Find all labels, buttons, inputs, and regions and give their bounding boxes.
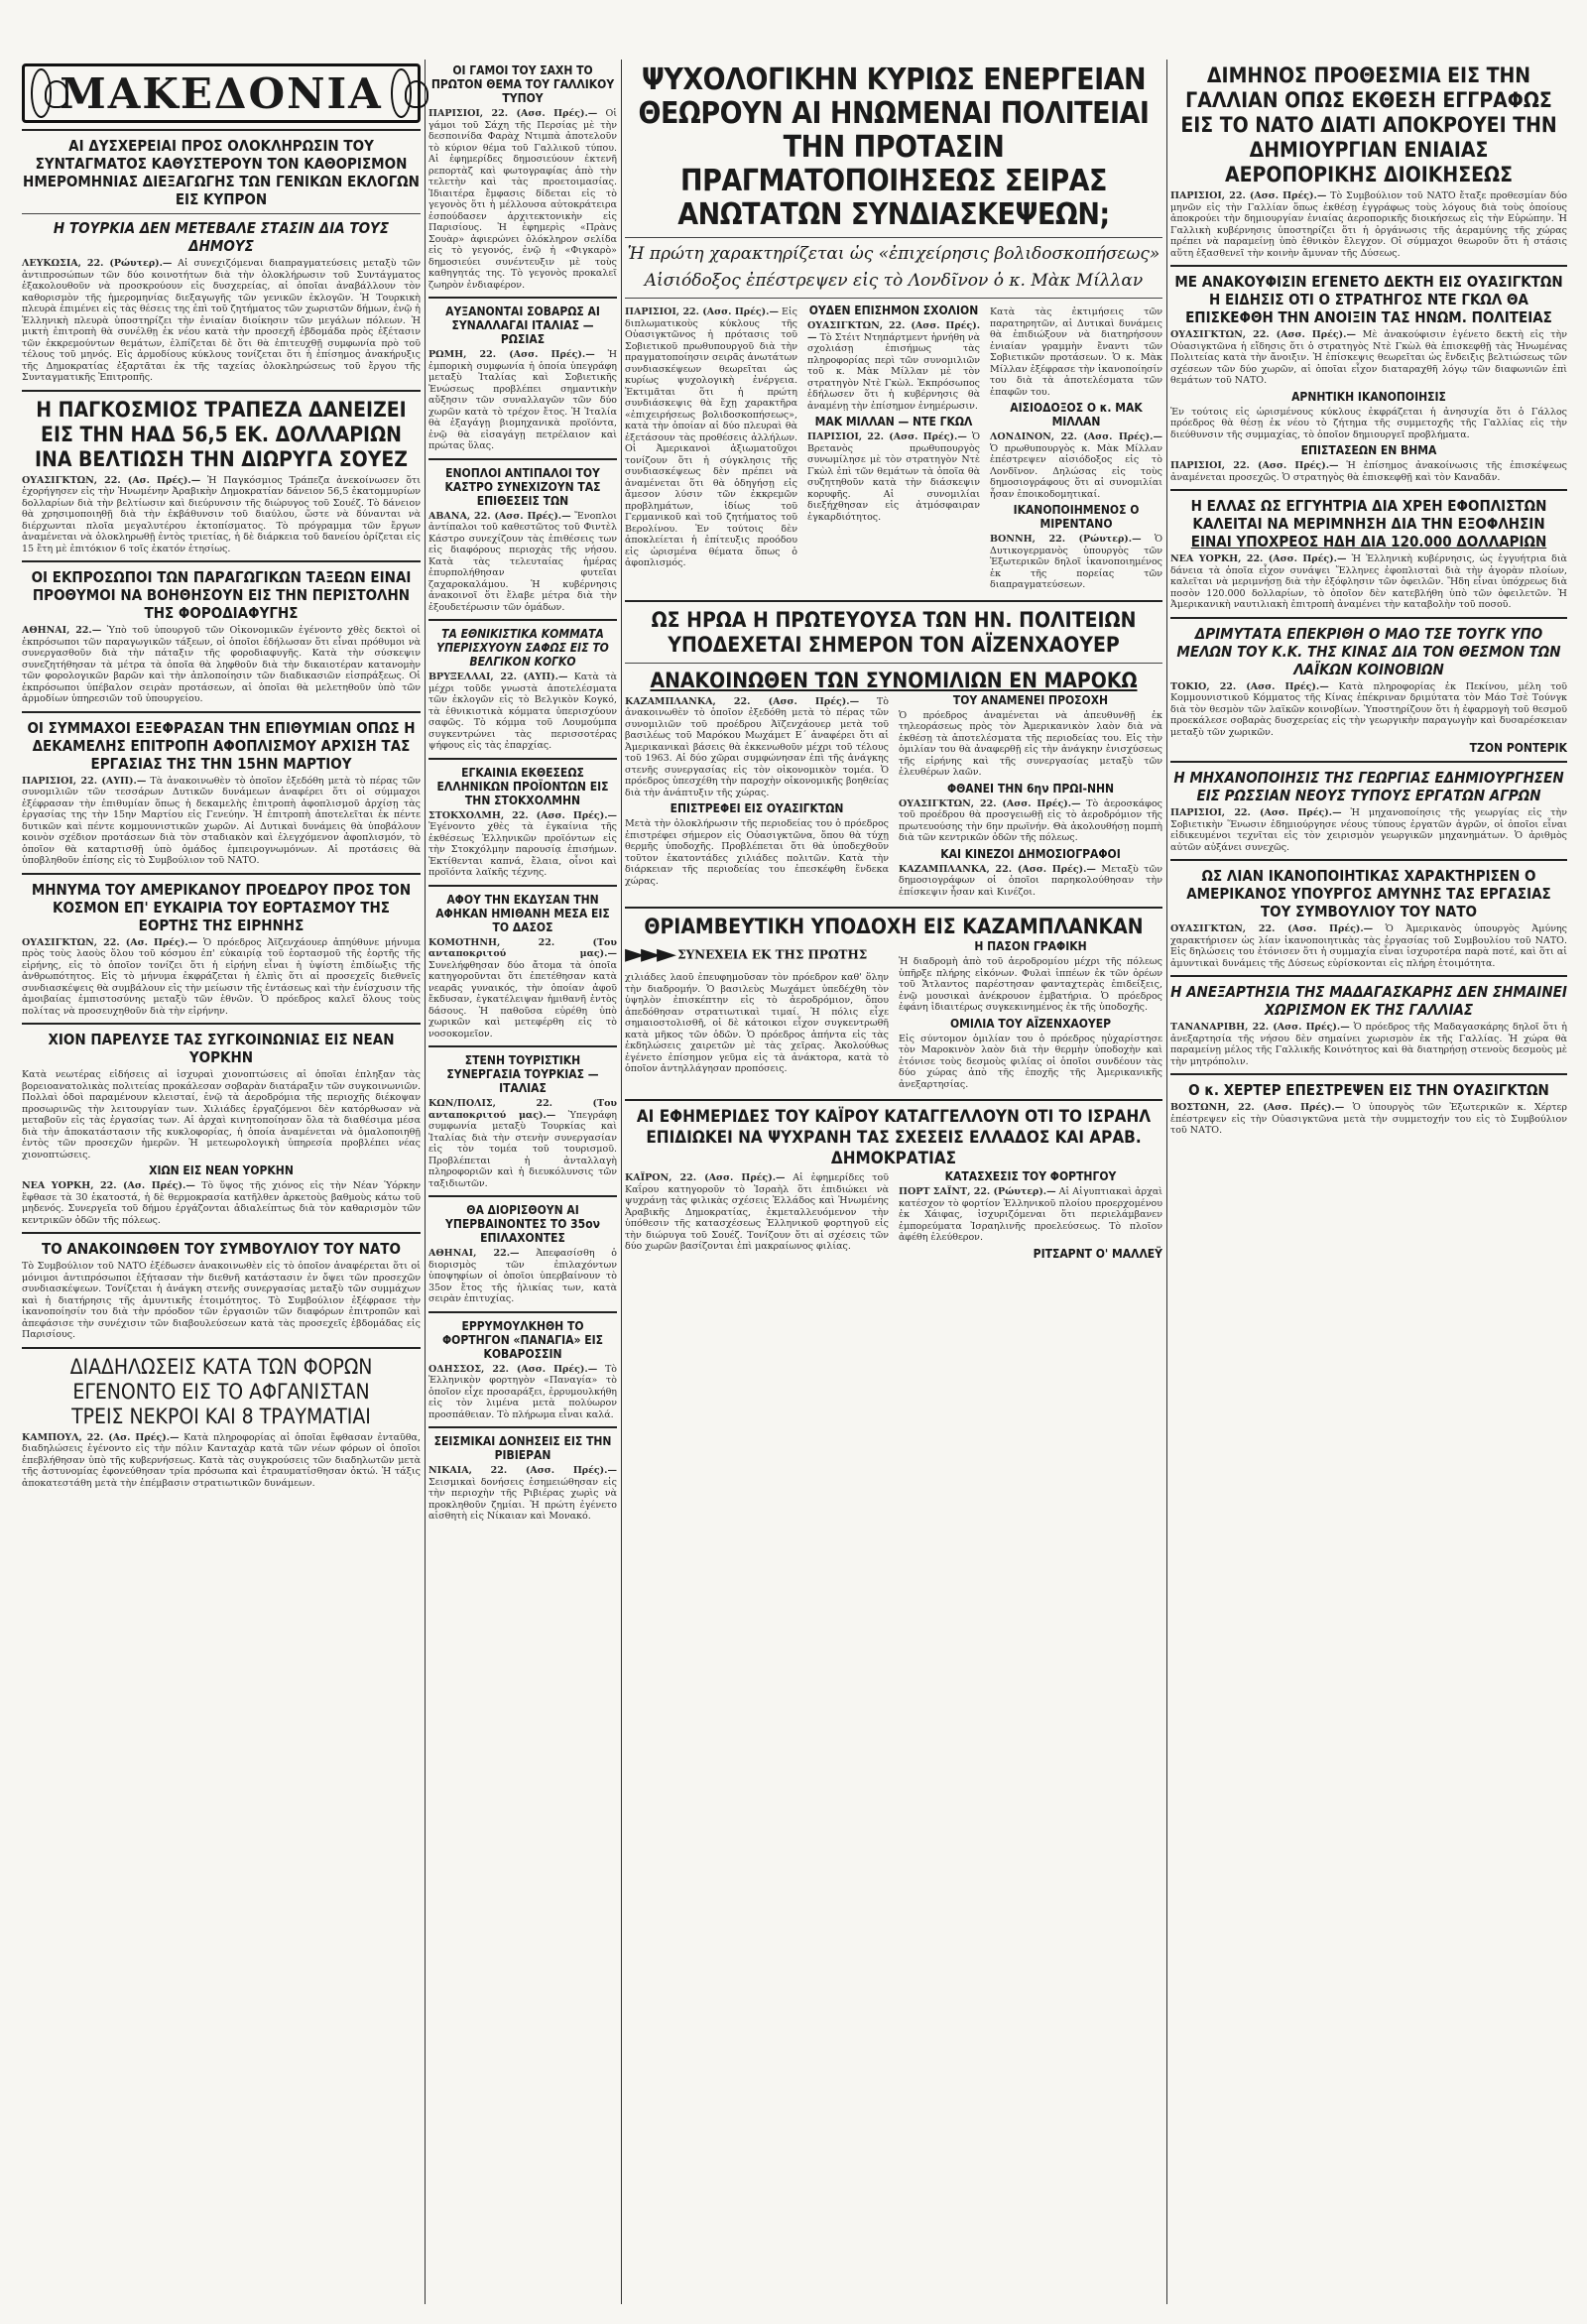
subhead-afghanistan: ΤΡΕΙΣ ΝΕΚΡΟΙ ΚΑΙ 8 ΤΡΑΥΜΑΤΙΑΙ <box>71 1404 371 1428</box>
divider <box>428 1195 617 1197</box>
article-body: ΚΑΖΑΜΠΛΑΝΚΑ, 22. (Ασσ. Πρές).— Μεταξὺ τῶν δημοσιογράφων οἱ ὁποῖοι παρηκολούθησαν τὴν ἐπίσκεψιν ἦσαν καὶ Κινέζοι. <box>899 863 1162 898</box>
headline-nato-communique: ΤΟ ΑΝΑΚΟΙΝΩΘΕΝ ΤΟΥ ΣΥΜΒΟΥΛΙΟΥ ΤΟΥ ΝΑΤΟ <box>42 1240 401 1258</box>
divider <box>22 1232 421 1234</box>
article-body: χιλιάδες λαοῦ ἐπευφημοῦσαν τὸν πρόεδρον καθ' ὅλην τὴν διαδρομήν. Ὁ βασιλεὺς Μωχάμετ ὑπεδέχθη τὸν ὑψηλὸν ἐπισκέπτην εἰς τὸ ἀεροδρόμιον, ὅπου ἀπεδόθησαν στρατιωτικαὶ τιμαί. Ἡ πόλις εἶχε σημαιοστολισθῆ, οἱ δὲ κάτοικοι εἶχον συγκεντρωθῆ κατὰ μῆκος τῶν ὁδῶν. Ὁ πρόεδρος ἀπήντα εἰς τὰς ἐκδηλώσεις χαιρετῶν μὲ τὰς χεῖρας. Ἀκολούθως ἐγένετο ἐπίσημον γεῦμα εἰς τὰ ἀνάκτορα, κατὰ τὸ ὁποῖον ἀντηλλάγησαν προπόσεις. <box>625 972 889 1074</box>
subhead-returns: ΕΠΙΣΤΡΕΦΕΙ ΕΙΣ ΟΥΑΣΙΓΚΤΩΝ <box>670 801 844 815</box>
story-col <box>899 1169 1162 1261</box>
story-col <box>625 693 889 902</box>
dateline: ΝΙΚΑΙΑ, 22. (Ασσ. Πρές).— <box>428 1465 617 1476</box>
divider <box>22 1347 421 1349</box>
article-body: ΚΩΝ/ΠΟΛΙΣ, 22. (Του ανταποκριτού μας).— Ὑπεγράφη συμφωνία μεταξὺ Τουρκίας καὶ Ἰταλίας διὰ τὴν στενὴν συνεργασίαν εἰς τὸν τομέα τοῦ τουρισμοῦ. Προβλέπεται ἡ ἀνταλλαγὴ πληροφοριῶν καὶ ἡ διευκόλυνσις τῶν ταξιδιωτῶν. <box>428 1098 617 1189</box>
article-body: ΒΟΣΤΩΝΗ, 22. (Ασσ. Πρές).— Ὁ ὑπουργὸς τῶν Ἐξωτερικῶν κ. Χέρτερ ἐπέστρεψεν εἰς τὴν Οὐασιγκτῶνα μετὰ τὴν συμμετοχήν του εἰς τὸ Συμβούλιον τοῦ ΝΑΤΟ. <box>1170 1102 1567 1136</box>
article-body: ΛΕΥΚΩΣΙΑ, 22. (Ρώυτερ).— Αἱ συνεχιζόμεναι διαπραγματεύσεις μεταξὺ τῶν ἀντιπροσώπων τῶν δύο κοινοτήτων διὰ τὴν ὁλοκλήρωσιν τοῦ Συντάγματος ἐξακολουθοῦν νὰ προσκρούουν εἰς δυσχερείας, αἱ ὁποῖαι ἀναβάλλουν τὸν καθορισμὸν τῆς ἡμερομηνίας διεξαγωγῆς τῶν γενικῶν ἐκλογῶν. Ἡ Τουρκικὴ πλευρὰ ἐπιμένει εἰς τὰς θέσεις της ἐπὶ τοῦ ζητήματος τῶν χωριστῶν δήμων, ἐνῷ ἡ Ἑλληνικὴ πλευρὰ ὑποστηρίζει τὴν ἑνιαίαν διοίκησιν τῶν μεγάλων πόλεων. Ἡ μικτὴ ἐπιτροπὴ θὰ συνέλθῃ ἐκ νέου κατὰ τὴν προσεχῆ ἑβδομάδα πρὸς ἐξέτασιν τῶν ἐκκρεμούντων θεμάτων, ἐλπίζεται δὲ ὅτι θὰ ἐπιτευχθῇ συμφωνία πρὸ τοῦ τέλους τοῦ μηνός. Εἰς ἀρμοδίους κύκλους τονίζεται ὅτι ἡ ἐπίσημος ἀνακήρυξις τῆς Δημοκρατίας ἐξαρτᾶται ἐκ τῆς ταχείας ὁλοκληρώσεως τοῦ ἔργου τῆς Συνταγματικῆς Ἐπιτροπῆς. <box>22 258 421 383</box>
divider <box>1170 489 1567 491</box>
dateline: ΚΑΜΠΟΥΛ, 22. (Ασ. Πρές).— <box>22 1431 180 1443</box>
headline-cairo: ΑΙ ΕΦΗΜΕΡΙΔΕΣ ΤΟΥ ΚΑΪΡΟΥ ΚΑΤΑΓΓΕΛΛΟΥΝ ΟΤΙ ΤΟ ΙΣΡΑΗΛ ΕΠΙΔΙΩΚΕΙ ΝΑ ΨΥΧΡΑΝΗ ΤΑΣ ΣΧΕΣΕΙΣ ΕΛΛΑΔΟΣ ΚΑΙ ΑΡΑΒ. ΔΗΜΟΚΡΑΤΙΑΣ <box>636 1107 1152 1168</box>
article-body: ΟΥΑΣΙΓΚΤΩΝ, 22. (Ασ. Πρές).— Ἡ Παγκόσμιος Τράπεζα ἀνεκοίνωσεν ὅτι ἐχορήγησεν εἰς τὴν Ἡνωμένην Ἀραβικὴν Δημοκρατίαν δάνειον 56,5 ἑκατομμυρίων δολλαρίων διὰ τὴν βελτίωσιν καὶ διεύρυνσιν τῆς διώρυγος τοῦ Σουέζ. Τὸ δάνειον θὰ χρησιμοποιηθῇ διὰ τὴν ἐκβάθυνσιν τοῦ διαύλου, ὥστε νὰ δύνανται νὰ διέρχωνται πλοῖα μεγαλυτέρου ἐκτοπίσματος. Τὸ πρόγραμμα τῶν ἔργων ἀναμένεται νὰ ὁλοκληρωθῇ ἐντὸς τριετίας, ἡ δὲ διάρκεια τοῦ δανείου ὁρίζεται εἰς 15 ἔτη μὲ ἐπιτόκιον 6 τοῖς ἑκατόν ἐτησίως. <box>22 474 421 554</box>
dateline: ΣΤΟΚΧΟΛΜΗ, 22. (Ασσ. Πρές).— <box>428 809 617 821</box>
headline-france-nato: ΔΙΜΗΝΟΣ ΠΡΟΘΕΣΜΙΑ ΕΙΣ ΤΗΝ ΓΑΛΛΙΑΝ ΟΠΩΣ ΕΚΘΕΣΗ ΕΓΓΡΑΦΩΣ ΕΙΣ ΤΟ ΝΑΤΟ ΔΙΑΤΙ ΑΠΟΚΡΟΥΕΙ ΤΗΝ ΔΗΜΙΟΥΡΓΙΑΝ ΕΝΙΑΙΑΣ ΑΕΡΟΠΟΡΙΚΗΣ ΔΙΟΙΚΗΣΕΩΣ <box>1180 63 1557 186</box>
divider <box>22 390 421 392</box>
article-body: ΑΘΗΝΑΙ, 22.— Ὑπὸ τοῦ ὑπουργοῦ τῶν Οἰκονομικῶν ἐγένοντο χθὲς δεκτοὶ οἱ ἐκπρόσωποι τῶν παραγωγικῶν τάξεων, οἱ ὁποῖοι ἐδήλωσαν ὅτι εἶναι πρόθυμοι νὰ συνεργασθοῦν διὰ τὴν πάταξιν τῆς φοροδιαφυγῆς. Κατὰ τὴν σύσκεψιν συνεζητήθησαν τὰ μέτρα τὰ ὁποῖα θὰ ληφθοῦν διὰ τὴν δικαιοτέραν κατανομὴν τῶν φορολογικῶν βαρῶν καὶ τὴν ἀπλοποίησιν τῶν διαδικασιῶν εἰσπράξεως. Οἱ ἐκπρόσωποι ὑπέβαλον σειρὰν προτάσεων, αἱ ὁποῖαι θὰ μελετηθοῦν ὑπὸ τῶν ἁρμοδίων ὑπηρεσιῶν τοῦ ὑπουργείου. <box>22 625 421 704</box>
dateline: ΚΩΝ/ΠΟΛΙΣ, 22. (Του ανταποκριτού μας).— <box>428 1098 617 1121</box>
article-body: Ἡ διαδρομὴ ἀπὸ τοῦ ἀεροδρομίου μέχρι τῆς πόλεως ὑπῆρξε πλήρης εἰκόνων. Φυλαὶ ἱππέων ἐκ τῶν ὀρέων τοῦ Ἄτλαντος παρέστησαν φανταχτερὰς ἐπιδείξεις, ἐνῷ μουσικαὶ ἀνέκρουον ἐμβατήρια. Ὁ πρόεδρος ἐφάνη ἰδιαιτέρως συγκεκινημένος ἐκ τῆς ὑποδοχῆς. <box>899 956 1162 1013</box>
article-body: ΚΑΜΠΟΥΛ, 22. (Ασ. Πρές).— Κατὰ πληροφορίας αἱ ὁποῖαι ἔφθασαν ἐνταῦθα, διαδηλώσεις ἐγένοντο εἰς τὴν πόλιν Κανταχὰρ κατὰ τῶν νέων φόρων οἱ ὁποῖοι ἐπεβλήθησαν ὑπὸ τῆς κυβερνήσεως. Κατὰ τὰς συγκρούσεις τῶν διαδηλωτῶν μετὰ τῆς ἀστυνομίας ἐφονεύθησαν τρία πρόσωπα καὶ ἐτραυματίσθησαν ὀκτώ. Ἡ τάξις ἀποκατεστάθη μετὰ τὴν ἐπέμβασιν στρατιωτικῶν δυνάμεων. <box>22 1431 421 1489</box>
subhead-phanei: ΦΘΑΝΕΙ ΤΗΝ 6ην ΠΡΩΙ-ΝΗΝ <box>946 781 1115 795</box>
headline-disarmament: ΟΙ ΣΥΜΜΑΧΟΙ ΕΞΕΦΡΑΣΑΝ ΤΗΝ ΕΠΙΘΥΜΙΑΝ ΟΠΩΣ Η ΔΕΚΑΜΕΛΗΣ ΕΠΙΤΡΟΠΗ ΑΦΟΠΛΙΣΜΟΥ ΑΡΧΙΣΗ ΤΑΣ ΕΡΓΑΣΙΑΣ ΤΗΣ ΤΗΝ 15ΗΝ ΜΑΡΤΙΟΥ <box>27 718 416 773</box>
dateline: ΒΟΝΝΗ, 22. (Ρώυτερ).— <box>990 534 1142 545</box>
subhead-chinese: ΚΑΙ ΚΙΝΕΖΟΙ ΔΗΜΟΣΙΟΓΡΑΦΟΙ <box>940 846 1121 861</box>
dateline: ΚΑΖΑΜΠΛΑΝΚΑ, 22. (Ασσ. Πρές).— <box>625 695 860 707</box>
dateline: ΟΥΑΣΙΓΚΤΩΝ, 22. (Ασσ. Πρές).— <box>899 797 1081 809</box>
dateline: ΡΩΜΗ, 22. (Ασσ. Πρές).— <box>428 349 595 360</box>
continued-marker <box>625 939 889 969</box>
story-columns <box>625 693 1162 902</box>
headline-eisenhower-hero: ΩΣ ΗΡΩΑ Η ΠΡΩΤΕΥΟΥΣΑ ΤΩΝ ΗΝ. ΠΟΛΙΤΕΙΩΝ ΥΠΟΔΕΧΕΤΑΙ ΣΗΜΕΡΟΝ ΤΟΝ ΑΪΖΕΝΧΑΟΥΕΡ <box>651 607 1137 657</box>
headline-morocco: ΑΝΑΚΟΙΝΩΘΕΝ ΤΩΝ ΣΥΝΟΜΙΛΙΩΝ ΕΝ ΜΑΡΟΚΩ <box>650 668 1138 692</box>
divider <box>625 663 1162 664</box>
dateline: ΤΑΝΑΝΑΡΙΒΗ, 22. (Ασσ. Πρές).— <box>1170 1022 1350 1033</box>
dateline: ΚΟΜΟΤΗΝΗ, 22. (Του ανταποκριτού μας).— <box>428 936 617 959</box>
article-body: Ἐν τούτοις εἰς ὡρισμένους κύκλους ἐκφράζεται ἡ ἀνησυχία ὅτι ὁ Γάλλος πρόεδρος θὰ θέσῃ ἐκ νέου τὸ ζήτημα τῆς συμμετοχῆς τῆς Γαλλίας εἰς τὴν διεύθυνσιν τῆς συμμαχίας, τὸ ὁποῖον δημιουργεῖ προβλήματα. <box>1170 406 1567 440</box>
story-col <box>899 693 1162 902</box>
headline-de-gaulle-visit: ΜΕ ΑΝΑΚΟΥΦΙΣΙΝ ΕΓΕΝΕΤΟ ΔΕΚΤΗ ΕΙΣ ΟΥΑΣΙΓΚΤΩΝ Η ΕΙΔΗΣΙΣ ΟΤΙ Ο ΣΤΡΑΤΗΓΟΣ ΝΤΕ ΓΚΩΛ ΘΑ ΕΠΙΣΚΕΦΘΗ ΤΗΝ ΑΝΟΙΞΙΝ ΤΑΣ ΗΝΩΜ. ΠΟΛΙΤΕΙΑΣ <box>1174 273 1563 326</box>
dateline: ΚΑΖΑΜΠΛΑΝΚΑ, 22. (Ασσ. Πρές).— <box>899 863 1096 875</box>
headline-greece-debts: Η ΕΛΛΑΣ ΩΣ ΕΓΓΥΗΤΡΙΑ ΔΙΑ ΧΡΕΗ ΕΦΟΠΛΙΣΤΩΝ ΚΑΛΕΙΤΑΙ ΝΑ ΜΕΡΙΜΝΗΣΗ ΔΙΑ ΤΗΝ ΕΞΟΦΛΗΣΙΝ <box>1190 497 1547 533</box>
article-body: ΛΟΝΔΙΝΟΝ, 22. (Ασσ. Πρές).— Ὁ πρωθυπουργὸς κ. Μὰκ Μίλλαν ἐπέστρεψεν αἰσιόδοξος εἰς τὸ Λονδῖνον. Δηλώσας εἰς τοὺς δημοσιογράφους ὅτι αἱ συνομιλίαι ἦσαν ἐποικοδομητικαί. <box>990 431 1162 500</box>
dateline: ΟΥΑΣΙΓΚΤΩΝ, 22. (Ασσ. Πρές).— <box>1170 329 1356 340</box>
subhead-snow-ny: ΧΙΩΝ ΕΙΣ ΝΕΑΝ ΥΟΡΚΗΝ <box>149 1163 294 1177</box>
divider <box>428 1045 617 1047</box>
subhead-satisfied: ΙΚΑΝΟΠΟΙΗΜΕΝΟΣ Ο ΜΙΡΕΝΤΑΝΟ <box>1013 503 1140 531</box>
dateline: ΝΕΑ ΥΟΡΚΗ, 22. (Ασσ. Πρές).— <box>1170 553 1347 564</box>
continued-label: ΣΥΝΕΧΕΙΑ ΕΚ ΤΗΣ ΠΡΩΤΗΣ <box>677 947 868 962</box>
divider <box>22 1023 421 1025</box>
divider <box>22 711 421 713</box>
subhead-tour: ΤΟΥ ΑΝΑΜΕΝΕΙ ΠΡΟΣΟΧΗ <box>952 692 1109 707</box>
article-body: ΚΑΖΑΜΠΛΑΝΚΑ, 22. (Ασσ. Πρές).— Τὸ ἀνακοινωθὲν τὸ ὁποῖον ἐξεδόθη μετὰ τὸ πέρας τῶν συνομιλιῶν τοῦ προέδρου Ἀϊζενχάουερ μετὰ τοῦ βασιλέως τοῦ Μαρόκου Μωχάμετ Ε΄ ἀναφέρει ὅτι αἱ Ἀμερικανικαὶ βάσεις θὰ ἐκκενωθοῦν μέχρι τοῦ τέλους τοῦ 1963. Αἱ δύο χῶραι συμφώνησαν ἐπὶ τῆς ἀνάγκης στενῆς συνεργασίας εἰς τὸν οἰκονομικὸν τομέα. Ὁ πρόεδρος ὑπεσχέθη τὴν παροχὴν οἰκονομικῆς βοηθείας διὰ τὴν ἀνάπτυξιν τῆς χώρας. <box>625 695 889 798</box>
headline-nato-defense: ΩΣ ΛΙΑΝ ΙΚΑΝΟΠΟΙΗΤΙΚΑΣ ΧΑΡΑΚΤΗΡΙΣΕΝ Ο ΑΜΕΡΙΚΑΝΟΣ ΥΠΟΥΡΓΟΣ ΑΜΥΝΗΣ ΤΑΣ ΕΡΓΑΣΙΑΣ ΤΟΥ ΣΥΜΒΟΥΛΙΟΥ ΤΟΥ ΝΑΤΟ <box>1186 867 1551 920</box>
subhead-macmillan: Αἱσιόδοξος ἐπέστρεψεν εἰς τὸ Λονδῖνον ὁ κ. Μὰκ Μίλλαν <box>644 271 1144 291</box>
story-col <box>807 304 980 594</box>
article-body: ΟΥΑΣΙΓΚΤΩΝ, 22. (Ασσ. Πρές).— Τὸ ἀεροσκάφος τοῦ προέδρου θὰ προσγειωθῇ εἰς τὸ ἀεροδρόμιον τῆς πρωτευούσης τὴν 6ην πρωϊνήν. Θὰ ἀκολουθήσῃ πομπὴ διὰ τῶν κεντρικῶν ὁδῶν τῆς πόλεως. <box>899 797 1162 843</box>
article-body: Ὁ πρόεδρος ἀναμένεται νὰ ἀπευθυνθῇ ἐκ τηλεοράσεως πρὸς τὸν Ἀμερικανικὸν λαὸν διὰ νὰ ἐκθέσῃ τὰ ἀποτελέσματα τῆς περιοδείας του. Εἰς τὴν ὁμιλίαν του θὰ ἀναφερθῇ εἰς τὴν ἀνάγκην ἐνισχύσεως τῆς εἰρήνης καὶ τῆς συνεργασίας μεταξὺ τῶν ἐλευθέρων λαῶν. <box>899 709 1162 778</box>
dateline: ΟΥΑΣΙΓΚΤΩΝ, 22. (Ασσ. Πρές).— <box>807 320 980 343</box>
column-rule <box>1166 60 1167 2304</box>
article-body: ΠΟΡΤ ΣΑΪΝΤ, 22. (Ρώυτερ).— Αἱ Αἰγυπτιακαὶ ἀρχαὶ κατέσχον τὸ φορτίον Ἑλληνικοῦ πλοίου προερχομένου ἐκ Χάιφας, ἰσχυριζόμεναι ὅτι περιελάμβανεν ἐμπορεύματα Ἰσραηλινῆς προελεύσεως. Τὸ πλοῖον ἀφέθη ἐλεύθερον. <box>899 1186 1162 1243</box>
subhead-greece-debts: ΕΙΝΑΙ ΥΠΟΧΡΕΟΣ ΗΔΗ ΔΙΑ 120.000 ΔΟΛΛΑΡΙΩΝ <box>1190 533 1547 550</box>
article-body: ΟΥΑΣΙΓΚΤΩΝ, 22. (Ασ. Πρές).— Ὁ πρόεδρος Ἀϊζενχάουερ ἀπηύθυνε μήνυμα πρὸς τοὺς λαοὺς ὅλου τοῦ κόσμου ἐπ' εὐκαιρίᾳ τοῦ ἑορτασμοῦ τῆς ἑορτῆς τῆς εἰρήνης, εἰς τὸ ὁποῖον τονίζει ὅτι ἡ εἰρήνη εἶναι ἡ ὑψίστη ἐπιδίωξις τῆς ἀνθρωπότητος. Εἰς τὸ μήνυμα ἐκφράζεται ἡ ἐλπὶς ὅτι αἱ προσεχεῖς διεθνεῖς συνδιασκέψεις θὰ συμβάλουν εἰς τὴν μείωσιν τῆς ἐντάσεως καὶ τὴν ἐνίσχυσιν τῆς ἀμοιβαίας ἐμπιστοσύνης μεταξὺ τῶν ἐθνῶν. Ὁ πρόεδρος καλεῖ ὅλους τοὺς πολίτας νὰ προσευχηθοῦν διὰ τὴν εἰρήνην. <box>22 936 421 1017</box>
article-body: ΠΑΡΙΣΙΟΙ, 22. (Ασσ. Πρές).— Τὸ Συμβούλιον τοῦ ΝΑΤΟ ἔταξε προθεσμίαν δύο μηνῶν εἰς τὴν Γαλλίαν ὅπως ἐκθέσῃ ἐγγράφως τοὺς λόγους διὰ τοὺς ὁποίους ἀποκρούει τὴν δημιουργίαν ἑνιαίας ἀεροπορικῆς διοικήσεως εἰς τὴν Εὐρώπην. Ἡ Γαλλικὴ κυβέρνησις ὑποστηρίζει ὅτι ἡ ὀργάνωσις τῆς ἀεραμύνης τῆς χώρας πρέπει νὰ παραμείνῃ ὑπὸ ἐθνικὸν ἔλεγχον. Οἱ σύμμαχοι θεωροῦν ὅτι ἡ στάσις αὕτη ἐξασθενεῖ τὴν κοινὴν ἄμυναν τῆς Δύσεως. <box>1170 190 1567 259</box>
headline-riviera: ΣΕΙΣΜΙΚΑΙ ΔΟΝΗΣΕΙΣ ΕΙΣ ΤΗΝ ΡΙΒΙΕΡΑΝ <box>433 1434 612 1462</box>
divider <box>625 298 1162 299</box>
story-col <box>625 304 797 594</box>
article-body: ΝΕΑ ΥΟΡΚΗ, 22. (Ασσ. Πρές).— Ἡ Ἑλληνικὴ κυβέρνησις, ὡς ἐγγυήτρια διὰ δάνεια τὰ ὁποῖα εἶχον συνάψει Ἕλληνες ἐφοπλισταὶ διὰ τὴν ἀγορὰν πλοίων, καλεῖται νὰ μεριμνήσῃ διὰ τὴν ἐξόφλησιν τῶν ὀφειλῶν. Ἤδη εἶναι ὑπόχρεως διὰ ποσὸν 120.000 δολλαρίων, τὸ ὁποῖον δὲν κατεβλήθη ὑπὸ τῶν ὀφειλετῶν. Ἡ Ἀμερικανικὴ ναυτιλιακὴ ἐπιτροπὴ ἀναμένει τὴν καταβολὴν τοῦ ποσοῦ. <box>1170 553 1567 610</box>
divider <box>428 1426 617 1428</box>
headline-afghanistan: ΔΙΑΔΗΛΩΣΕΙΣ ΚΑΤΑ ΤΩΝ ΦΟΡΩΝ ΕΓΕΝΟΝΤΟ ΕΙΣ ΤΟ ΑΦΓΑΝΙΣΤΑΝ <box>69 1354 373 1404</box>
article-body: ΟΥΑΣΙΓΚΤΩΝ, 22. (Ασσ. Πρές).— Ὁ Ἀμερικανὸς ὑπουργὸς Ἀμύνης χαρακτήρισεν ὡς λίαν ἱκανοποιητικὰς τὰς ἐργασίας τοῦ Συμβουλίου τοῦ ΝΑΤΟ. Εἰς δηλώσεις του ἐτόνισεν ὅτι ἡ συμμαχία εἶναι ἰσχυροτέρα παρὰ ποτέ, καὶ ὅτι αἱ ἀμυντικαὶ δυνάμεις τῆς Δύσεως εὑρίσκονται εἰς πλήρη ἑτοιμότητα. <box>1170 923 1568 969</box>
dateline: ΛΟΝΔΙΝΟΝ, 22. (Ασσ. Πρές).— <box>990 431 1162 442</box>
article-body: ΝΕΑ ΥΟΡΚΗ, 22. (Ασ. Πρές).— Τὸ ὕψος τῆς χιόνος εἰς τὴν Νέαν Ὑόρκην ἔφθασε τὰ 30 ἑκατοστά, ἡ δὲ θερμοκρασία κατῆλθεν ἀρκετοὺς βαθμοὺς κάτω τοῦ μηδενός. Συνεργεῖα τοῦ δήμου ἐργάζονται ἀδιαλείπτως διὰ τὸν καθαρισμὸν τῶν κεντρικῶν ὁδῶν τῆς πόλεως. <box>22 1180 421 1226</box>
seal-icon <box>31 68 52 118</box>
dateline: ΑΘΗΝΑΙ, 22.— <box>428 1248 520 1259</box>
dateline: ΠΑΡΙΣΙΟΙ, 22. (Ασσ. Πρές).— <box>625 306 779 317</box>
headline-cyprus: ΑΙ ΔΥΣΧΕΡΕΙΑΙ ΠΡΟΣ ΟΛΟΚΛΗΡΩΣΙΝ ΤΟΥ ΣΥΝΤΑΓΜΑΤΟΣ ΚΑΘΥΣΤΕΡΟΥΝ ΤΟΝ ΚΑΘΟΡΙΣΜΟΝ ΗΜΕΡΟΜΗΝΙΑΣ ΔΙΕΞΑΓΩΓΗΣ ΤΩΝ ΓΕΝΙΚΩΝ ΕΚΛΟΓΩΝ ΕΙΣ ΚΥΠΡΟΝ <box>23 137 420 208</box>
headline-russia-farm: Η ΜΗΧΑΝΟΠΟΙΗΣΙΣ ΤΗΣ ΓΕΩΡΓΙΑΣ ΕΔΗΜΙΟΥΡΓΗΣΕΝ ΕΙΣ ΡΩΣΣΙΑΝ ΝΕΟΥΣ ΤΥΠΟΥΣ ΕΡΓΑΤΩΝ ΑΓΡΩΝ <box>1173 769 1564 804</box>
story-columns <box>625 1169 1162 1261</box>
divider <box>625 237 1162 238</box>
divider <box>1170 617 1567 619</box>
column-rule <box>621 60 622 2304</box>
headline-forest: ΑΦΟΥ ΤΗΝ ΕΚΔΥΣΑΝ ΤΗΝ ΑΦΗΚΑΝ ΗΜΙΘΑΝΗ ΜΕΣΑ ΕΙΣ ΤΟ ΔΑΣΟΣ <box>435 892 610 934</box>
headline-summits: ΨΥΧΟΛΟΓΙΚΗΝ ΚΥΡΙΩΣ ΕΝΕΡΓΕΙΑΝ ΘΕΩΡΟΥΝ ΑΙ ΗΝΩΜΕΝΑΙ ΠΟΛΙΤΕΙΑΙ ΤΗΝ ΠΡΟΤΑΣΙΝ ΠΡΑΓΜΑΤΟΠΟΙΗΣΕΩΣ ΣΕΙΡΑΣ ΑΝΩΤΑΤΩΝ ΣΥΝΔΙΑΣΚΕΨΕΩΝ; <box>638 62 1150 232</box>
headline-panagia: ΕΡΡΥΜΟΥΛΚΗΘΗ ΤΟ ΦΟΡΤΗΓΟΝ «ΠΑΝΑΓΙΑ» ΕΙΣ ΚΟΒΑΡΟΣΣΙΝ <box>441 1318 603 1361</box>
dateline: ΠΑΡΙΣΙΟΙ, 22. (Ασσ. Πρές).— <box>807 431 967 442</box>
story-col <box>899 939 1162 1093</box>
dateline: ΛΕΥΚΩΣΙΑ, 22. (Ρώυτερ).— <box>22 258 173 269</box>
subhead-turkey: Η ΤΟΥΡΚΙΑ ΔΕΝ ΜΕΤΕΒΑΛΕ ΣΤΑΣΙΝ ΔΙΑ ΤΟΥΣ ΔΗΜΟΥΣ <box>53 219 390 255</box>
dateline: ΒΡΥΞΕΛΛΑΙ, 22. (ΑΥΠ).— <box>428 672 568 682</box>
masthead-title: ΜΑΚΕΔΟΝΙΑ <box>60 68 383 118</box>
divider <box>625 600 1162 602</box>
column-2 <box>428 0 617 1526</box>
subhead-no-comment: ΟΥΔΕΝ ΕΠΙΣΗΜΟΝ ΣΧΟΛΙΟΝ <box>808 304 979 317</box>
subhead-cargo: ΚΑΤΑΣΧΕΣΙΣ ΤΟΥ ΦΟΡΤΗΓΟΥ <box>944 1169 1117 1183</box>
article-body: ΑΒΑΝΑ, 22. (Ασσ. Πρές).— Ἔνοπλοι ἀντίπαλοι τοῦ καθεστῶτος τοῦ Φιντὲλ Κάστρο συνεχίζουν τὰς ἐπιθέσεις των εἰς διαφόρους περιοχὰς τῆς νήσου. Κατὰ τὰς τελευταίας ἡμέρας ἐπυρπολήθησαν φυτεῖαι ζαχαροκαλάμου. Ἡ κυβέρνησις ἀνακοινοῖ ὅτι ἔλαβε μέτρα διὰ τὴν ἐξουδετέρωσιν τῶν ὁμάδων. <box>428 510 617 613</box>
column-1 <box>22 0 421 1492</box>
article-body: ΣΤΟΚΧΟΛΜΗ, 22. (Ασσ. Πρές).— Ἐγένοντο χθὲς τὰ ἐγκαίνια τῆς ἐκθέσεως Ἑλληνικῶν προϊόντων εἰς τὴν Στοκχόλμην παρουσίᾳ ἐπισήμων. Ἐκτίθενται καπνά, ἔλαια, οἶνοι καὶ προϊόντα λαϊκῆς τέχνης. <box>428 809 617 878</box>
divider <box>22 873 421 875</box>
article-body: ΟΔΗΣΣΟΣ, 22. (Ασσ. Πρές).— Τὸ Ἑλληνικὸν φορτηγὸν «Παναγία» τὸ ὁποῖον εἶχε προσαράξει, ἐρρυμουλκήθη εἰς τὸν λιμένα μετὰ πολύωρον προσπάθειαν. Τὸ πλήρωμα εἶναι καλά. <box>428 1363 618 1420</box>
headline-herter: Ο κ. ΧΕΡΤΕΡ ΕΠΕΣΤΡΕΨΕΝ ΕΙΣ ΤΗΝ ΟΥΑΣΙΓΚΤΩΝ <box>1188 1081 1549 1099</box>
headline-castro: ΕΝΟΠΛΟΙ ΑΝΤΙΠΑΛΟΙ ΤΟΥ ΚΑΣΤΡΟ ΣΥΝΕΧΙΖΟΥΝ ΤΑΣ ΕΠΙΘΕΣΕΙΣ ΤΩΝ <box>444 465 601 508</box>
headline-mao: ΔΡΙΜΥΤΑΤΑ ΕΠΕΚΡΙΘΗ Ο ΜΑΟ ΤΣΕ ΤΟΥΓΚ ΥΠΟ ΜΕΛΩΝ ΤΟΥ Κ.Κ. ΤΗΣ ΚΙΝΑΣ ΔΙΑ ΤΟΝ ΘΕΣΜΟΝ ΤΩΝ ΛΑΪΚΩΝ ΚΟΙΝΟΒΙΩΝ <box>1176 624 1561 678</box>
dateline: ΟΥΑΣΙΓΚΤΩΝ, 22. (Ασ. Πρές).— <box>22 474 201 486</box>
article-body: ΚΟΜΟΤΗΝΗ, 22. (Του ανταποκριτού μας).— Συνελήφθησαν δύο ἄτομα τὰ ὁποῖα κατηγοροῦνται ὅτι ἐπετέθησαν κατὰ νεαρᾶς γυναικός, τὴν ὁποίαν ἀφοῦ ἔκδυσαν, ἐγκατέλειψαν ἡμιθανῆ ἐντὸς δάσους. Ἡ παθοῦσα εὑρέθη ὑπὸ χωρικῶν καὶ μετεφέρθη εἰς τὸ νοσοκομεῖον. <box>428 936 617 1040</box>
divider <box>1170 975 1567 977</box>
article-body: Τὸ Συμβούλιον τοῦ ΝΑΤΟ ἐξέδωσεν ἀνακοινωθὲν εἰς τὸ ὁποῖον ἀναφέρεται ὅτι οἱ μόνιμοι ἀντιπρόσωποι ἐξήτασαν τὴν διεθνῆ κατάστασιν ἐν ὄψει τῶν προσεχῶν συνδιασκέψεων. Τονίζεται ἡ ἀνάγκη στενῆς συνεργασίας μεταξὺ τῶν συμμάχων καὶ ἡ διατήρησις τῆς ἀμυντικῆς ἑτοιμότητος. Τὸ Συμβούλιον ἐξέφρασε τὴν ἱκανοποίησίν του διὰ τὴν πρόοδον τῶν ἐργασιῶν τῶν διαφόρων ἐπιτροπῶν καὶ ἀπεφάσισε τὴν συνέχισιν τῶν διαβουλεύσεων κατὰ τὰς προσεχεῖς ἑβδομάδας εἰς Παρισίους. <box>22 1261 421 1340</box>
seal-icon <box>391 68 412 118</box>
article-body: ΠΑΡΙΣΙΟΙ, 22. (Ασσ. Πρές).— Εἰς διπλωματικοὺς κύκλους τῆς Οὐασιγκτῶνος ἡ πρότασις τοῦ Σοβιετικοῦ πρωθυπουργοῦ διὰ τὴν πραγματοποίησιν σειρᾶς ἀνωτάτων συνδιασκέψεων θεωρεῖται ὡς κυρίως ψυχολογικὴ ἐνέργεια. Ἐκτιμᾶται ὅτι ἡ πρώτη συνδιάσκεψις θὰ ἔχῃ χαρακτῆρα «ἐπιχειρήσεως βολιδοσκοπήσεως», κατὰ τὴν ὁποίαν αἱ δύο πλευραὶ θὰ ἐξετάσουν τὰς προθέσεις ἀλλήλων. Οἱ Ἀμερικανοὶ ἀξιωματοῦχοι τονίζουν ὅτι ἡ σύγκλησις τῆς συνδιασκέψεως δὲν πρέπει νὰ ἀναμένεται ὅτι θὰ ὁδηγήσῃ εἰς ἄμεσον λύσιν τῶν ἐκκρεμῶν προβλημάτων, ἰδίως τοῦ Γερμανικοῦ καὶ τοῦ ζητήματος τοῦ Βερολίνου. Ἐν τούτοις δὲν ἀποκλείεται ἡ ἐπίτευξις προόδου εἰς ὡρισμένα θέματα ὅπως ὁ ἀφοπλισμός. <box>625 306 798 568</box>
article-body: ΒΟΝΝΗ, 22. (Ρώυτερ).— Ὁ Δυτικογερμανὸς ὑπουργὸς τῶν Ἐξωτερικῶν δηλοῖ ἱκανοποιημένος ἐκ τῆς πορείας τῶν διαπραγματεύσεων. <box>990 534 1162 590</box>
headline-casablanca: ΘΡΙΑΜΒΕΥΤΙΚΗ ΥΠΟΔΟΧΗ ΕΙΣ ΚΑΖΑΜΠΛΑΝΚΑΝ <box>644 915 1144 938</box>
divider <box>1170 859 1567 861</box>
divider <box>428 885 617 887</box>
column-3 <box>625 0 1162 1261</box>
headline-tax-evasion: ΟΙ ΕΚΠΡΟΣΩΠΟΙ ΤΩΝ ΠΑΡΑΓΩΓΙΚΩΝ ΤΑΞΕΩΝ ΕΙΝΑΙ ΠΡΟΘΥΜΟΙ ΝΑ ΒΟΗΘΗΣΟΥΝ ΕΙΣ ΤΗΝ ΠΕΡΙΣΤΟΛΗΝ ΤΗΣ ΦΟΡΟΔΙΑΦΥΓΗΣ <box>31 568 412 622</box>
headline-stockholm: ΕΓΚΑΙΝΙΑ ΕΚΘΕΣΕΩΣ ΕΛΛΗΝΙΚΩΝ ΠΡΟΪΟΝΤΩΝ ΕΙΣ ΤΗΝ ΣΤΟΚΧΟΛΜΗΝ <box>436 765 609 807</box>
story-columns <box>625 304 1162 594</box>
byline: ΡΙΤΣΑΡΝΤ Ο' ΜΑΛΛΕΫ <box>1033 1246 1162 1261</box>
headline-peace-message: ΜΗΝΥΜΑ ΤΟΥ ΑΜΕΡΙΚΑΝΟΥ ΠΡΟΕΔΡΟΥ ΠΡΟΣ ΤΟΝ ΚΟΣΜΟΝ ΕΠ' ΕΥΚΑΙΡΙΑ ΤΟΥ ΕΟΡΤΑΣΜΟΥ ΤΗΣ ΕΟΡΤΗΣ ΤΗΣ ΕΙΡΗΝΗΣ <box>31 880 412 934</box>
dateline: ΑΘΗΝΑΙ, 22.— <box>22 625 102 636</box>
subhead-probe: Ἡ πρώτη χαρακτηρίζεται ὡς «ἐπιχείρησις βολιδοσκοπήσεως» <box>627 244 1160 264</box>
dateline: ΟΥΑΣΙΓΚΤΩΝ, 22. (Ασ. Πρές).— <box>22 936 198 948</box>
dateline: ΠΑΡΙΣΙΟΙ, 22. (ΑΥΠ).— <box>22 775 147 787</box>
dateline: ΠΑΡΙΣΙΟΙ, 22. (Ασσ. Πρές).— <box>428 108 598 119</box>
dateline: ΚΑΪΡΟΝ, 22. (Ασσ. Πρές).— <box>625 1172 786 1183</box>
headline-world-bank: Η ΠΑΓΚΟΣΜΙΟΣ ΤΡΑΠΕΖΑ ΔΑΝΕΙΖΕΙ ΕΙΣ ΤΗΝ ΗΑΔ 56,5 ΕΚ. ΔΟΛΛΑΡΙΩΝ ΙΝΑ ΒΕΛΤΙΩΣΗ ΤΗΝ ΔΙΩΡΥΓΑ ΣΟΥΕΖ <box>34 397 409 471</box>
article-body: ΠΑΡΙΣΙΟΙ, 22. (Ασσ. Πρές).— Ὁ Βρετανὸς πρωθυπουργὸς συνωμίλησε μὲ τὸν στρατηγὸν Ντὲ Γκὼλ ἐπὶ τῶν θεμάτων τὰ ὁποῖα θὰ συζητηθοῦν κατὰ τὴν διάσκεψιν κορυφῆς. Αἱ συνομιλίαι διεξήχθησαν εἰς ἀτμόσφαιραν ἐγκαρδιότητος. <box>807 431 981 523</box>
divider <box>1170 265 1567 267</box>
article-body: ΚΑΪΡΟΝ, 22. (Ασσ. Πρές).— Αἱ ἐφημερίδες τοῦ Καΐρου κατηγοροῦν τὸ Ἰσραὴλ ὅτι ἐπιδιώκει νὰ ψυχράνῃ τὰς φιλικὰς σχέσεις Ἑλλάδος καὶ Ἡνωμένης Ἀραβικῆς Δημοκρατίας, ἐκμεταλλευόμενον τὴν ὑπόθεσιν τῆς κατασχέσεως Ἑλληνικοῦ φορτηγοῦ εἰς τὴν διώρυγα τοῦ Σουέζ. Τονίζουν ὅτι αἱ σχέσεις τῶν δύο χωρῶν βασίζονται ἐπὶ μακραίωνος φιλίας. <box>625 1172 889 1252</box>
subhead-visit: ΕΠΙΣΤΑΣΕΩΝ ΕΝ ΒΗΜΑ <box>1300 443 1437 457</box>
divider <box>428 297 617 299</box>
story-col <box>990 304 1162 594</box>
dateline: ΠΟΡΤ ΣΑΪΝΤ, 22. (Ρώυτερ).— <box>899 1186 1056 1197</box>
dateline: ΤΟΚΙΟ, 22. (Ασσ. Πρές).— <box>1170 680 1329 692</box>
divider <box>428 1311 617 1313</box>
article-body: ΟΥΑΣΙΓΚΤΩΝ, 22. (Ασσ. Πρές).— Μὲ ἀνακούφισιν ἐγένετο δεκτὴ εἰς τὴν Οὐασιγκτῶνα ἡ εἴδησις ὅτι ὁ στρατηγὸς Ντὲ Γκὼλ θὰ ἐπισκεφθῇ τὰς Ἡνωμένας Πολιτείας κατὰ τὴν ἄνοιξιν. Ἡ ἐπίσκεψις θεωρεῖται ὡς ἔνδειξις βελτιώσεως τῶν σχέσεων τῶν δύο χωρῶν, αἱ ὁποῖαι εἶχον διαταραχθῆ λόγῳ τῶν διαφωνιῶν ἐπὶ θεμάτων τοῦ ΝΑΤΟ. <box>1170 329 1567 386</box>
story-col <box>625 939 889 1093</box>
article-body: ΠΑΡΙΣΙΟΙ, 22. (Ασσ. Πρές).— Ἡ ἐπίσημος ἀνακοίνωσις τῆς ἐπισκέψεως ἀναμένεται προσεχῶς. Ὁ στρατηγὸς θὰ ἐπισκεφθῇ καὶ τὸν Καναδᾶν. <box>1170 460 1567 483</box>
headline-congo: ΤΑ ΕΘΝΙΚΙΣΤΙΚΑ ΚΟΜΜΑΤΑ ΥΠΕΡΙΣΧΥΟΥΝ ΣΑΦΩΣ ΕΙΣ ΤΟ ΒΕΛΓΙΚΟΝ ΚΟΓΚΟ <box>436 627 609 669</box>
subhead-negative: ΑΡΝΗΤΙΚΗ ΙΚΑΝΟΠΟΙΗΣΙΣ <box>1291 389 1446 404</box>
article-body: Μετὰ τὴν ὁλοκλήρωσιν τῆς περιοδείας του ὁ πρόεδρος ἐπιστρέφει σήμερον εἰς Οὐασιγκτῶνα, ὅπου θὰ τύχῃ θερμῆς ὑποδοχῆς. Προβλέπεται ὅτι θὰ ὑποδεχθοῦν τοῦτον ἑκατοντάδες χιλιάδες πολιτῶν. Κατὰ τὴν διάρκειαν τῆς περιοδείας του ἐπεσκέφθη ἕνδεκα χώρας. <box>625 818 889 887</box>
divider <box>1170 761 1567 763</box>
dateline: ΟΥΑΣΙΓΚΤΩΝ, 22. (Ασσ. Πρές).— <box>1170 923 1374 934</box>
subhead-optimist: ΑΙΣΙΟΔΟΞΟΣ Ο κ. ΜΑΚ ΜΙΛΛΑΝ <box>1010 401 1143 428</box>
arrow-icon: ►►► <box>625 939 672 969</box>
divider <box>428 619 617 621</box>
divider <box>22 129 421 131</box>
article-body: Εἰς σύντομον ὁμιλίαν του ὁ πρόεδρος ηὐχαρίστησε τὸν Μαροκινὸν λαὸν διὰ τὴν θερμὴν ὑποδοχὴν καὶ ἐτόνισε τοὺς δεσμοὺς φιλίας οἱ ὁποῖοι συνδέουν τὰς δύο χώρας ἀπὸ τῆς ἐποχῆς τῆς Ἀμερικανικῆς ἀνεξαρτησίας. <box>899 1033 1162 1090</box>
story-columns <box>625 939 1162 1093</box>
article-body: ΝΙΚΑΙΑ, 22. (Ασσ. Πρές).— Σεισμικαὶ δονήσεις ἐσημειώθησαν εἰς τὴν περιοχὴν τῆς Ριβιέρας χωρὶς νὰ προκληθοῦν ζημίαι. Ἡ πρώτη ἐγένετο αἰσθητὴ εἰς Νίκαιαν καὶ Μονακό. <box>428 1465 617 1522</box>
headline-madagascar: Η ΑΝΕΞΑΡΤΗΣΙΑ ΤΗΣ ΜΑΔΑΓΑΣΚΑΡΗΣ ΔΕΝ ΣΗΜΑΙΝΕΙ ΧΩΡΙΣΜΟΝ ΕΚ ΤΗΣ ΓΑΛΛΙΑΣ <box>1170 983 1567 1019</box>
subhead-mac-gaulle: ΜΑΚ ΜΙΛΛΑΝ — ΝΤΕ ΓΚΩΛ <box>814 415 973 428</box>
article-body: ΠΑΡΙΣΙΟΙ, 22. (ΑΥΠ).— Τὰ ἀνακοινωθὲν τὸ ὁποῖον ἐξεδόθη μετὰ τὸ πέρας τῶν συνομιλιῶν τῶν τεσσάρων Δυτικῶν δυνάμεων ἀναφέρει ὅτι οἱ σύμμαχοι ἐξέφρασαν τὴν ἐπιθυμίαν ὅπως ἡ δεκαμελὴς ἐπιτροπὴ ἀφοπλισμοῦ ἀρχίσῃ τὰς ἐργασίας της τὴν 15ην Μαρτίου εἰς Γενεύην. Ἡ ἐπιτροπὴ ἀποτελεῖται ἐκ πέντε δυτικῶν καὶ πέντε κομμουνιστικῶν χωρῶν. Αἱ Δυτικαὶ δυνάμεις θὰ ὑποβάλουν κοινὸν σχέδιον προτάσεων διὰ τὸν σταδιακὸν καὶ ἐλεγχόμενον ἀφοπλισμόν, τὸ ὁποῖον θὰ καταρτισθῇ ὑπὸ ὁμάδος ἐμπειρογνωμόνων. Αἱ προτάσεις θὰ ὑποβληθοῦν ἐπίσης εἰς τὸ Συμβούλιον τοῦ ΝΑΤΟ. <box>22 775 421 866</box>
article-body: ΒΡΥΞΕΛΛΑΙ, 22. (ΑΥΠ).— Κατὰ τὰ μέχρι τοῦδε γνωστὰ ἀποτελέσματα τῶν ἐκλογῶν εἰς τὸ Βελγικὸν Κογκό, τὰ ἐθνικιστικὰ κόμματα ὑπερισχύουν σαφῶς. Τὸ κόμμα τοῦ Λουμούμπα συγκεντρώνει τὰς περισσοτέρας ψήφους εἰς τὰς ἐπαρχίας. <box>428 672 617 751</box>
divider <box>625 907 1162 909</box>
dateline: ΠΑΡΙΣΙΟΙ, 22. (Ασσ. Πρές).— <box>1170 190 1327 201</box>
divider <box>625 1099 1162 1101</box>
article-body: ΟΥΑΣΙΓΚΤΩΝ, 22. (Ασσ. Πρές).— Τὸ Στέιτ Ντηπάρτμεντ ἠρνήθη νὰ σχολιάσῃ ἐπισήμως τὰς πληροφορίας περὶ τῶν συνομιλιῶν τοῦ κ. Μὰκ Μίλλαν μὲ τὸν στρατηγὸν Ντὲ Γκὼλ. Ἐκπρόσωπος ἐδήλωσεν ὅτι ἡ κυβέρνησις θὰ ἀναμένῃ τὴν ἐπίσημον ἐνημέρωσιν. <box>807 320 980 412</box>
article-body: ΠΑΡΙΣΙΟΙ, 22. (Ασσ. Πρές).— Οἱ γάμοι τοῦ Σάχη τῆς Περσίας μὲ τὴν δεσποινίδα Φαρὰχ Ντιμπὰ ἀποτελοῦν τὸ κύριον θέμα τοῦ Γαλλικοῦ τύπου. Αἱ ἐφημερίδες δημοσιεύουν ἐκτενῆ ρεπορτὰζ καὶ φωτογραφίας ἀπὸ τὴν τελετὴν καὶ τὰς προετοιμασίας. Ἰδιαιτέρα ἔμφασις δίδεται εἰς τὸ γεγονὸς ὅτι ἡ μέλλουσα αὐτοκράτειρα ἐσπούδασεν ἀρχιτεκτονικὴν εἰς Παρισίους. Ἡ ἐφημερὶς «Πρὰνς Σουὰρ» ἀφιερώνει ὁλόκληρον σελίδα εἰς τὸ γεγονός, ἐνῷ ἡ «Φιγκαρὸ» δημοσιεύει συνέντευξιν μὲ τοὺς καθηγητάς της. Τὸ γεγονὸς προκαλεῖ ζωηρὸν ἐνδιαφέρον. <box>428 108 617 291</box>
dateline: ΒΟΣΤΩΝΗ, 22. (Ασσ. Πρές).— <box>1170 1102 1345 1113</box>
article-body: Κατὰ νεωτέρας εἰδήσεις αἱ ἰσχυραὶ χιονοπτώσεις αἱ ὁποῖαι ἐπληξαν τὰς βορειοανατολικὰς πολιτείας προκάλεσαν σοβαρὰν διατάραξιν τῶν συγκοινωνιῶν. Πολλαὶ ὁδοὶ παραμένουν κλεισταί, ἐνῷ τὰ ἀεροδρόμια τῆς περιοχῆς διέκοψαν προσωρινῶς τὴν λειτουργίαν των. Χιλιάδες ἐργαζόμενοι δὲν κατόρθωσαν νὰ μεταβοῦν εἰς τὰς ἐργασίας των. Αἱ ἀρχαὶ κινητοποίησαν ὅλα τὰ διαθέσιμα μέσα διὰ τὴν ἀποκατάστασιν τῆς κυκλοφορίας, ἡ ὁποία ἀναμένεται νὰ ὁμαλοποιηθῇ ἐντὸς τῶν προσεχῶν ἡμερῶν. Ἡ μετεωρολογικὴ ὑπηρεσία προβλέπει νέας χιονοπτώσεις. <box>22 1069 421 1161</box>
divider <box>428 758 617 760</box>
article-body: ΡΩΜΗ, 22. (Ασσ. Πρές).— Ἡ ἐμπορικὴ συμφωνία ἡ ὁποία ὑπεγράφη μεταξὺ Ἰταλίας καὶ Σοβιετικῆς Ἑνώσεως προβλέπει σημαντικὴν αὔξησιν τῶν συναλλαγῶν τῶν δύο χωρῶν κατὰ τὸ τρέχον ἔτος. Ἡ Ἰταλία θὰ ἐξαγάγῃ βιομηχανικὰ προϊόντα, ἐνῷ θὰ εἰσαγάγῃ πετρέλαιον καὶ πρώτας ὕλας. <box>428 349 617 451</box>
headline-tourism: ΣΤΕΝΗ ΤΟΥΡΙΣΤΙΚΗ ΣΥΝΕΡΓΑΣΙΑ ΤΟΥΡΚΙΑΣ — ΙΤΑΛΙΑΣ <box>446 1053 599 1095</box>
dateline: ΠΑΡΙΣΙΟΙ, 22. (Ασσ. Πρές).— <box>1170 460 1339 471</box>
subhead-speech: ΟΜΙΛΙΑ ΤΟΥ ΑΪΖΕΝΧΑΟΥΕΡ <box>949 1016 1112 1031</box>
divider <box>428 458 617 460</box>
article-body: ΤΟΚΙΟ, 22. (Ασσ. Πρές).— Κατὰ πληροφορίας ἐκ Πεκίνου, μέλη τοῦ Κομμουνιστικοῦ Κόμματος τῆς Κίνας ἐπέκριναν δριμύτατα τὸν Μάο Τσὲ Τούνγκ διὰ τὸν θεσμὸν τῶν λαϊκῶν κοινοβίων. Ὑποστηρίζουν ὅτι ἡ ἐφαρμογὴ τοῦ θεσμοῦ προεκάλεσε σοβαρὰς δυσχερείας εἰς τὴν γεωργικὴν παραγωγὴν καὶ δυσαρέσκειαν μεταξὺ τῶν χωρικῶν. <box>1170 680 1567 738</box>
story-col <box>625 1169 889 1261</box>
dateline: ΟΔΗΣΣΟΣ, 22. (Ασσ. Πρές).— <box>428 1363 598 1375</box>
article-body: ΑΘΗΝΑΙ, 22.— Ἀπεφασίσθη ὁ διορισμὸς τῶν ἐπιλαχόντων ὑποψηφίων οἱ ὁποῖοι ὑπερβαίνουν τὸ 35ον ἔτος τῆς ἡλικίας των, κατὰ σειρὰν ἐπιτυχίας. <box>428 1248 617 1304</box>
article-body: ΤΑΝΑΝΑΡΙΒΗ, 22. (Ασσ. Πρές).— Ὁ πρόεδρος τῆς Μαδαγασκάρης δηλοῖ ὅτι ἡ ἀνεξαρτησία τῆς νήσου δὲν σημαίνει χωρισμὸν ἐκ τῆς Γαλλίας. Ἡ χώρα θὰ παραμείνῃ μέλος τῆς Γαλλικῆς Κοινότητος καὶ θὰ διατηρήσῃ στενοὺς δεσμοὺς μὲ τὴν μητρόπολιν. <box>1170 1022 1567 1067</box>
dateline: ΝΕΑ ΥΟΡΚΗ, 22. (Ασ. Πρές).— <box>22 1180 195 1191</box>
dateline: ΠΑΡΙΣΙΟΙ, 22. (Ασσ. Πρές).— <box>1170 807 1342 818</box>
subhead-route: Η ΠΑΣΟΝ ΓΡΑΦΙΚΗ <box>974 939 1087 953</box>
column-rule <box>425 60 426 2304</box>
divider <box>1170 1073 1567 1075</box>
column-4 <box>1170 0 1567 1140</box>
headline-snow: ΧΙΟΝ ΠΑΡΕΛΥΣΕ ΤΑΣ ΣΥΓΚΟΙΝΩΝΙΑΣ ΕΙΣ ΝΕΑΝ ΥΟΡΚΗΝ <box>48 1031 395 1066</box>
headline-shah-wedding: ΟΙ ΓΑΜΟΙ ΤΟΥ ΣΑΧΗ ΤΟ ΠΡΩΤΟΝ ΘΕΜΑ ΤΟΥ ΓΑΛΛΙΚΟΥ ΤΥΠΟΥ <box>430 63 615 105</box>
headline-appointments: ΘΑ ΔΙΟΡΙΣΘΟΥΝ ΑΙ ΥΠΕΡΒΑΙΝΟΝΤΕΣ ΤΟ 35ον ΕΠΙΛΑΧΟΝΤΕΣ <box>445 1203 600 1245</box>
divider <box>22 213 421 214</box>
article-body: ΠΑΡΙΣΙΟΙ, 22. (Ασσ. Πρές).— Ἡ μηχανοποίησις τῆς γεωργίας εἰς τὴν Σοβιετικὴν Ἕνωσιν ἐδημιούργησε νέους τύπους ἐργατῶν ἀγρῶν, οἱ ὁποῖοι εἶναι εἰδικευμένοι τεχνῖται εἰς τὸν χειρισμὸν γεωργικῶν μηχανημάτων. Ὁ ἀριθμὸς αὐτῶν αὐξάνει συνεχῶς. <box>1170 807 1567 853</box>
article-body: Κατὰ τὰς ἐκτιμήσεις τῶν παρατηρητῶν, αἱ Δυτικαὶ δυνάμεις θὰ ἐπιδιώξουν νὰ διατηρήσουν ἑνιαίαν γραμμὴν ἔναντι τῶν Σοβιετικῶν προτάσεων. Ὁ κ. Μὰκ Μίλλαν ἐξέφρασε τὴν ἱκανοποίησίν του διὰ τὰ ἀποτελέσματα τῶν ἐπαφῶν του. <box>990 306 1162 398</box>
masthead <box>22 63 421 123</box>
divider <box>22 560 421 562</box>
byline: ΤΖΟΝ ΡΟΝΤΕΡΙΚ <box>1469 741 1567 755</box>
headline-italy-russia: ΑΥΞΑΝΟΝΤΑΙ ΣΟΒΑΡΩΣ ΑΙ ΣΥΝΑΛΛΑΓΑΙ ΙΤΑΛΙΑΣ — ΡΩΣΙΑΣ <box>445 305 600 346</box>
dateline: ΑΒΑΝΑ, 22. (Ασσ. Πρές).— <box>428 510 571 522</box>
